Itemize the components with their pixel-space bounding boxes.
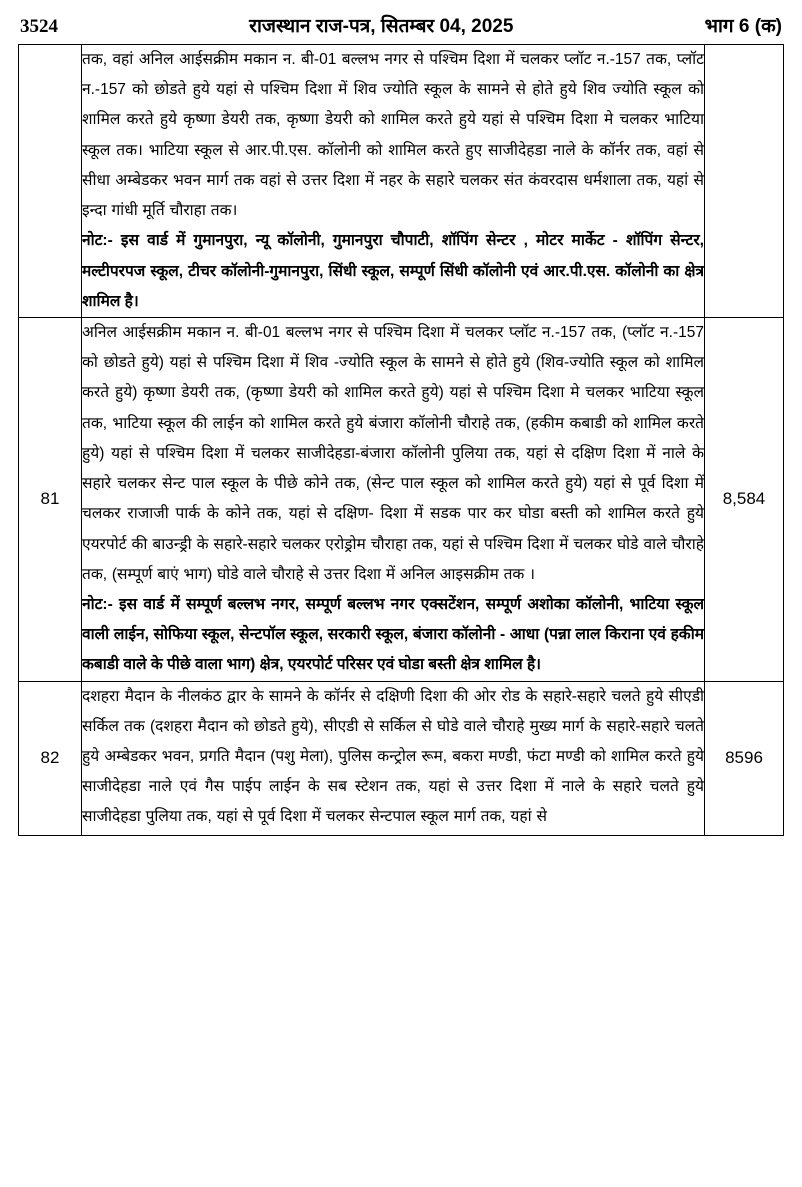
ward-number-cell: 82 (19, 681, 82, 835)
ward-description-text: दशहरा मैदान के नीलकंठ द्वार के सामने के कॉर्नर से दक्षिणी दिशा की ओर रोड के सहारे-सहारे चलते हुये सीएडी सर्किल तक (दशहरा मैदान को छोडते हुये), सीएडी से सर्किल से घोडे वाले चौराहे मुख्य मार्ग के सहारे-सहारे चलते हुये अम्बेडकर भवन, प्रगति मैदान (पशु मेला), पुलिस कन्ट्रोल रूम, बकरा मण्डी, फंटा मण्डी को शामिल करते हुये साजीदेहडा नाले एवं गैस पाईप लाईन के सब स्टेशन तक, यहां से उत्तर दिशा में नाले के सहारे चलते हुये साजीदेहडा पुलिया तक, यहां से पूर्व दिशा में चलकर सेन्टपाल स्कूल मार्ग तक, यहां से (82, 687, 704, 826)
ward-description-text: तक, वहां अनिल आईसक्रीम मकान न. बी-01 बल्लभ नगर से पश्चिम दिशा में चलकर प्लॉट न.-157 तक, प्लॉट न.-157 को छोडते हुये यहां से पश्चिम दिशा में शिव ज्योति स्कूल के सामने से होते हुये शिव ज्योति स्कूल को शामिल करते हुये कृष्णा डेयरी तक, कृष्णा डेयरी को शामिल करते हुये यहां से पश्चिम दिशा मे चलकर भाटिया स्कूल तक। भाटिया स्कूल से आर.पी.एस. कॉलोनी को शामिल करते हुए साजीदेहडा नाले के कॉर्नर तक, वहां से सीधा अम्बेडकर भवन मार्ग तक वहां से उत्तर दिशा में नहर के सहारे चलकर संत कंवरदास धर्मशाला तक, यहां से इन्दा गांधी मूर्ति चौराहा तक। (82, 51, 704, 220)
ward-description-text: अनिल आईसक्रीम मकान न. बी-01 बल्लभ नगर से पश्चिम दिशा में चलकर प्लॉट न.-157 तक, (प्लॉट न.-157 को छोडते हुये) यहां से पश्चिम दिशा में शिव -ज्योति स्कूल के सामने से होते हुये (शिव-ज्योति स्कूल को शामिल करते हुये) कृष्णा डेयरी तक, (कृष्णा डेयरी को शामिल करते हुये) यहां से पश्चिम दिशा मे चलकर भाटिया स्कूल तक, भाटिया स्कूल की लाईन को शामिल करते हुये बंजारा कॉलोनी चौराहे तक, (हकीम कबाडी को शामिल करते हुये) यहां से पश्चिम दिशा में चलकर साजीदेहडा-बंजारा कॉलोनी पुलिया तक, यहां से दक्षिण दिशा में नाले के सहारे चलकर सेन्ट पाल स्कूल के पीछे कोने तक, (सेन्ट पाल स्कूल को शामिल करते हुये) यहां से पूर्व दिशा में चलकर राजाजी पार्क के कोने तक, यहां से दक्षिण- दिशा में सडक पार कर घोडा बस्ती को शामिल करते हुये एयरपोर्ट की बाउन्ड्री के सहारे-सहारे चलकर एरोड्रोम चौराहा तक, यहां से पश्चिम दिशा में चलकर घोडे वाले चौराहे तक, (सम्पूर्ण बाएं भाग) घोडे वाले चौराहे से उत्तर दिशा में अनिल आइसक्रीम तक । (82, 323, 704, 583)
ward-count-cell: 8,584 (705, 317, 784, 681)
ward-count-cell: 8596 (705, 681, 784, 835)
ward-description-cell (82, 317, 705, 681)
table-row (19, 681, 784, 835)
gazette-part: भाग 6 (क) (704, 16, 782, 37)
ward-table (18, 44, 784, 836)
page-header (18, 10, 784, 44)
ward-count-cell (705, 45, 784, 318)
ward-note-text: नोट:- इस वार्ड में गुमानपुरा, न्यू कॉलोनी, गुमानपुरा चौपाटी, शॉपिंग सेन्टर , मोटर मार्केट - शॉपिंग सेन्टर, मल्टीपरपज स्कूल, टीचर कॉलोनी-गुमानपुरा, सिंधी स्कूल, सम्पूर्ण सिंधी कॉलोनी एवं आर.पी.एस. कॉलोनी का क्षेत्र शामिल है। (82, 232, 704, 310)
ward-number-cell (19, 45, 82, 318)
ward-note-text: नोट:- इस वार्ड में सम्पूर्ण बल्लभ नगर, सम्पूर्ण बल्लभ नगर एक्सटेंशन, सम्पूर्ण अशोका कॉलोनी, भाटिया स्कूल वाली लाईन, सोफिया स्कूल, सेन्टपॉल स्कूल, सरकारी स्कूल, बंजारा कॉलोनी - आधा (पन्ना लाल किराना एवं हकीम कबाडी वाले के पीछे वाला भाग) क्षेत्र, एयरपोर्ट परिसर एवं घोडा बस्ती क्षेत्र शामिल है। (82, 595, 704, 674)
table-row (19, 45, 784, 318)
table-row (19, 317, 784, 681)
page-number: 3524 (20, 16, 58, 37)
gazette-title: राजस्थान राज-पत्र, सितम्बर 04, 2025 (249, 16, 514, 37)
ward-description-cell (82, 45, 705, 318)
ward-description-cell (82, 681, 705, 835)
ward-number-cell: 81 (19, 317, 82, 681)
